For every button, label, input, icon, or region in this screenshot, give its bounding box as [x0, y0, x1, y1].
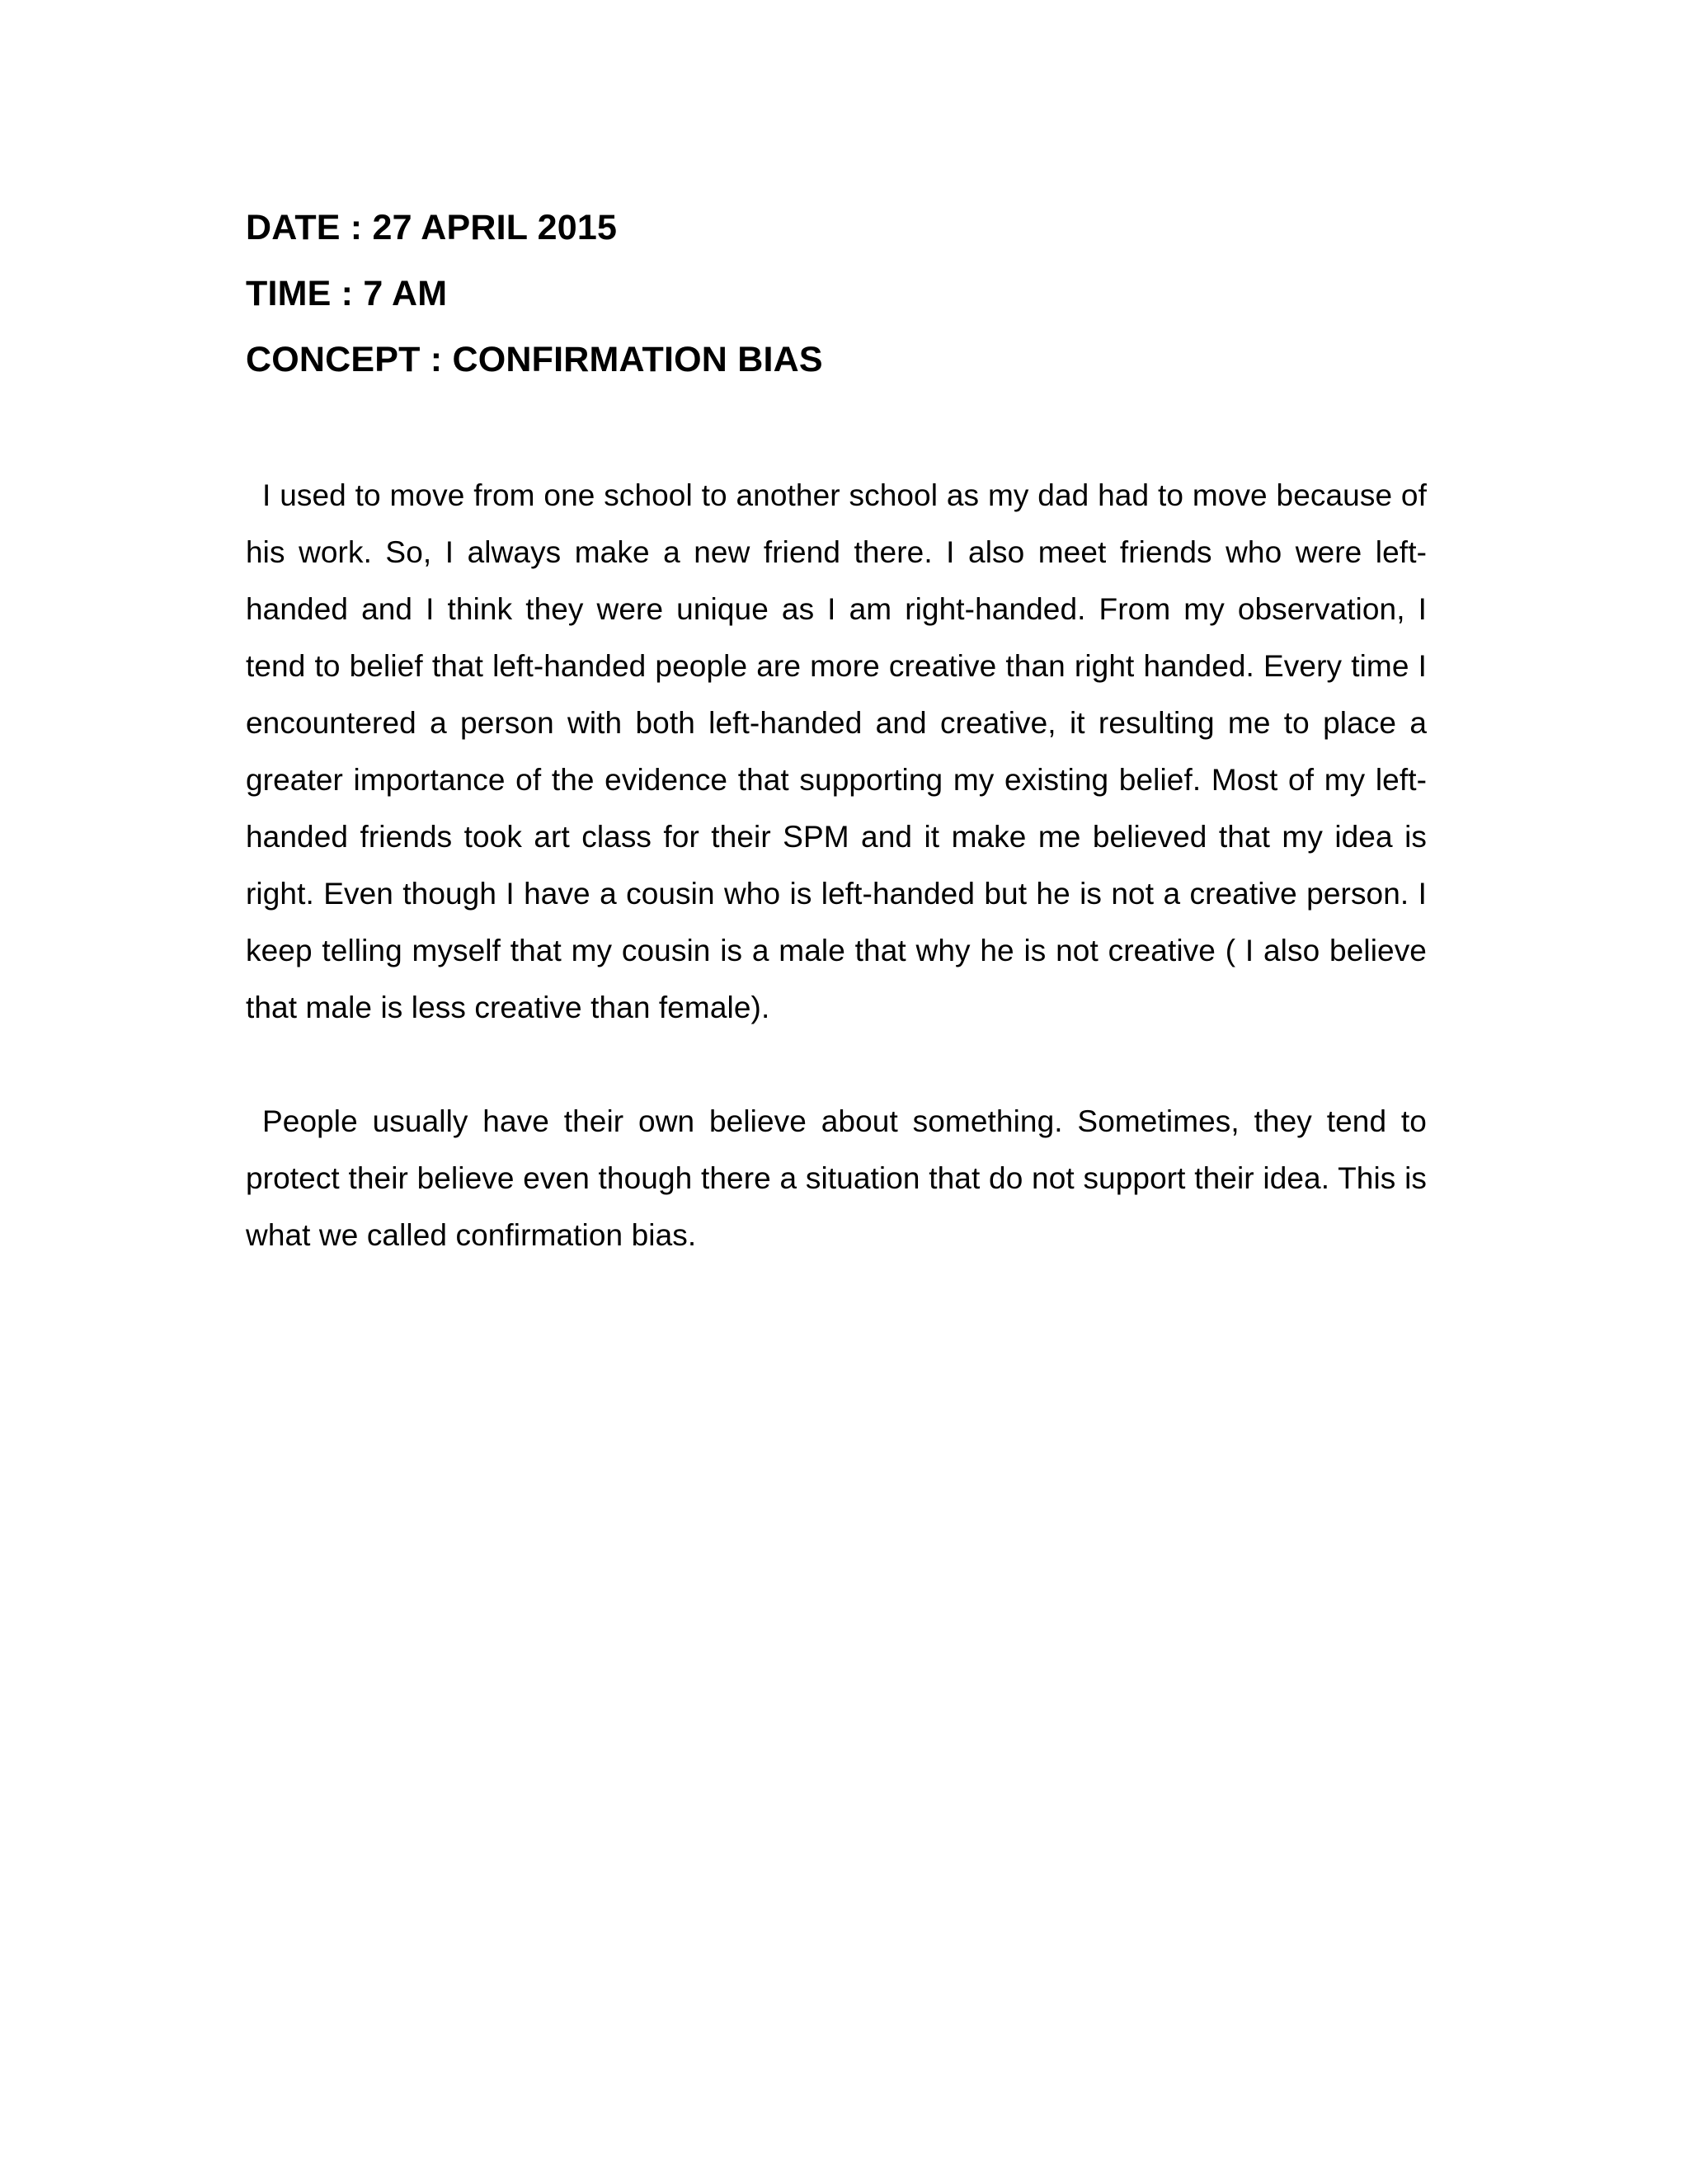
header-block	[246, 195, 1427, 393]
concept-heading: CONCEPT : CONFIRMATION BIAS	[246, 340, 823, 379]
body-paragraph-2: People usually have their own believe about something. Sometimes, they tend to protect their believe even though there a situation that do not support their idea. This is what we called confirmation bias.	[246, 1104, 1427, 1252]
time-heading: TIME : 7 AM	[246, 274, 448, 313]
document-content	[246, 195, 1427, 1264]
body-paragraph-1: I used to move from one school to another school as my dad had to move because of his work. So, I always make a new friend there. I also meet friends who were left-handed and I think they were unique as I am right-handed. From my observation, I tend to belief that left-handed people are more creative than right handed. Every time I encountered a person with both left-handed and creative, it resulting me to place a greater importance of the evidence that supporting my existing belief. Most of my left-handed friends took art class for their SPM and it make me believed that my idea is right. Even though I have a cousin who is left-handed but he is not a creative person. I keep telling myself that my cousin is a male that why he is not creative ( I also believe that male is less creative than female).	[246, 478, 1427, 1024]
date-heading: DATE : 27 APRIL 2015	[246, 208, 618, 247]
